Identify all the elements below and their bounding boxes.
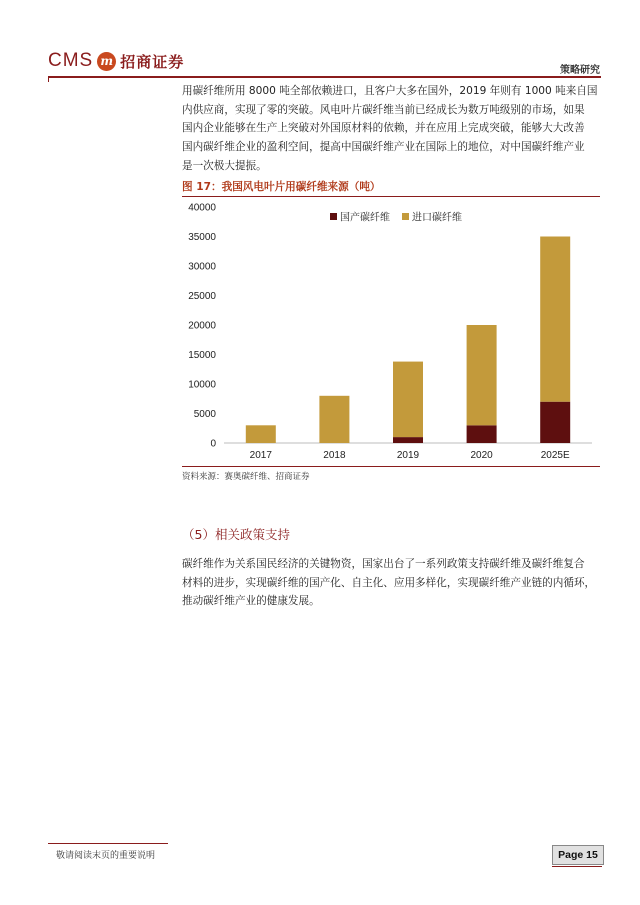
y-tick-label: 5000 bbox=[193, 409, 216, 420]
y-tick-label: 30000 bbox=[188, 261, 216, 273]
chart-container bbox=[182, 197, 600, 465]
section-title: （5）相关政策支持 bbox=[182, 527, 290, 542]
x-tick-label: 2019 bbox=[396, 450, 420, 461]
x-tick-label: 2020 bbox=[470, 450, 493, 461]
y-tick-label: 35000 bbox=[188, 232, 216, 243]
bar-segment bbox=[540, 402, 570, 443]
footer-disclaimer: 敬请阅读末页的重要说明 bbox=[56, 851, 156, 861]
x-tick-label: 2018 bbox=[323, 450, 346, 461]
logo-chinese-text: 招商证券 bbox=[120, 52, 185, 71]
policy-paragraph bbox=[182, 555, 602, 611]
y-tick-label: 20000 bbox=[188, 320, 216, 332]
figure-title: 图 17：我国风电叶片用碳纤维来源（吨） bbox=[182, 181, 381, 193]
figure-bottom-rule bbox=[182, 466, 600, 467]
y-tick-label: 25000 bbox=[188, 291, 216, 302]
header-tick-mark bbox=[48, 78, 49, 82]
legend-swatch bbox=[402, 213, 409, 220]
paragraph-line: 内供应商，实现了零的突破。风电叶片碳纤维当前已经成长为数万吨级别的市场，如果 bbox=[182, 103, 585, 116]
header-divider bbox=[48, 76, 601, 78]
x-tick-label: 2017 bbox=[249, 450, 272, 461]
legend-label: 进口碳纤维 bbox=[412, 212, 462, 224]
legend-swatch bbox=[330, 213, 337, 220]
figure-source: 资料来源：赛奥碳纤维、招商证券 bbox=[182, 472, 310, 482]
bar-segment bbox=[393, 362, 423, 438]
paragraph-line: 用碳纤维所用 8000 吨全部依赖进口，且客户大多在国外，2019 年则有 1000 吨来自国 bbox=[182, 85, 598, 97]
paragraph-line: 材料的进步，实现碳纤维的国产化、自主化、应用多样化，实现碳纤维产业链的内循环， bbox=[182, 576, 596, 589]
page-number-underline bbox=[552, 866, 602, 867]
y-tick-label: 0 bbox=[210, 438, 216, 450]
paragraph-line: 国内企业能够在生产上突破对外国原材料的依赖，并在应用上完成突破，能够大大改善 bbox=[182, 122, 585, 135]
x-tick-label: 2025E bbox=[540, 450, 570, 461]
stacked-bar-chart bbox=[182, 197, 600, 465]
bar-segment bbox=[467, 325, 497, 425]
y-tick-label: 40000 bbox=[188, 202, 216, 214]
paragraph-line: 国内碳纤维企业的盈利空间，提高中国碳纤维产业在国际上的地位，对中国碳纤维产业 bbox=[182, 141, 585, 154]
bar-segment bbox=[246, 425, 276, 443]
paragraph-line: 碳纤维作为关系国民经济的关键物资，国家出台了一系列政策支持碳纤维及碳纤维复合 bbox=[182, 558, 585, 570]
footer-divider bbox=[48, 843, 168, 844]
bar-segment bbox=[540, 237, 570, 402]
company-logo bbox=[48, 50, 184, 72]
bar-segment bbox=[467, 425, 497, 443]
legend-label: 国产碳纤维 bbox=[340, 212, 390, 224]
page-number: Page 15 bbox=[552, 845, 604, 865]
logo-latin-text: CMS bbox=[48, 50, 94, 71]
bar-segment bbox=[393, 437, 423, 443]
paragraph-line: 是一次极大提振。 bbox=[182, 159, 267, 172]
y-tick-label: 10000 bbox=[188, 379, 216, 391]
logo-badge-icon: m bbox=[97, 52, 116, 71]
bar-segment bbox=[319, 396, 349, 443]
y-tick-label: 15000 bbox=[188, 350, 216, 361]
intro-paragraph bbox=[182, 82, 602, 176]
paragraph-line: 推动碳纤维产业的健康发展。 bbox=[182, 595, 320, 608]
report-category: 策略研究 bbox=[560, 65, 600, 76]
